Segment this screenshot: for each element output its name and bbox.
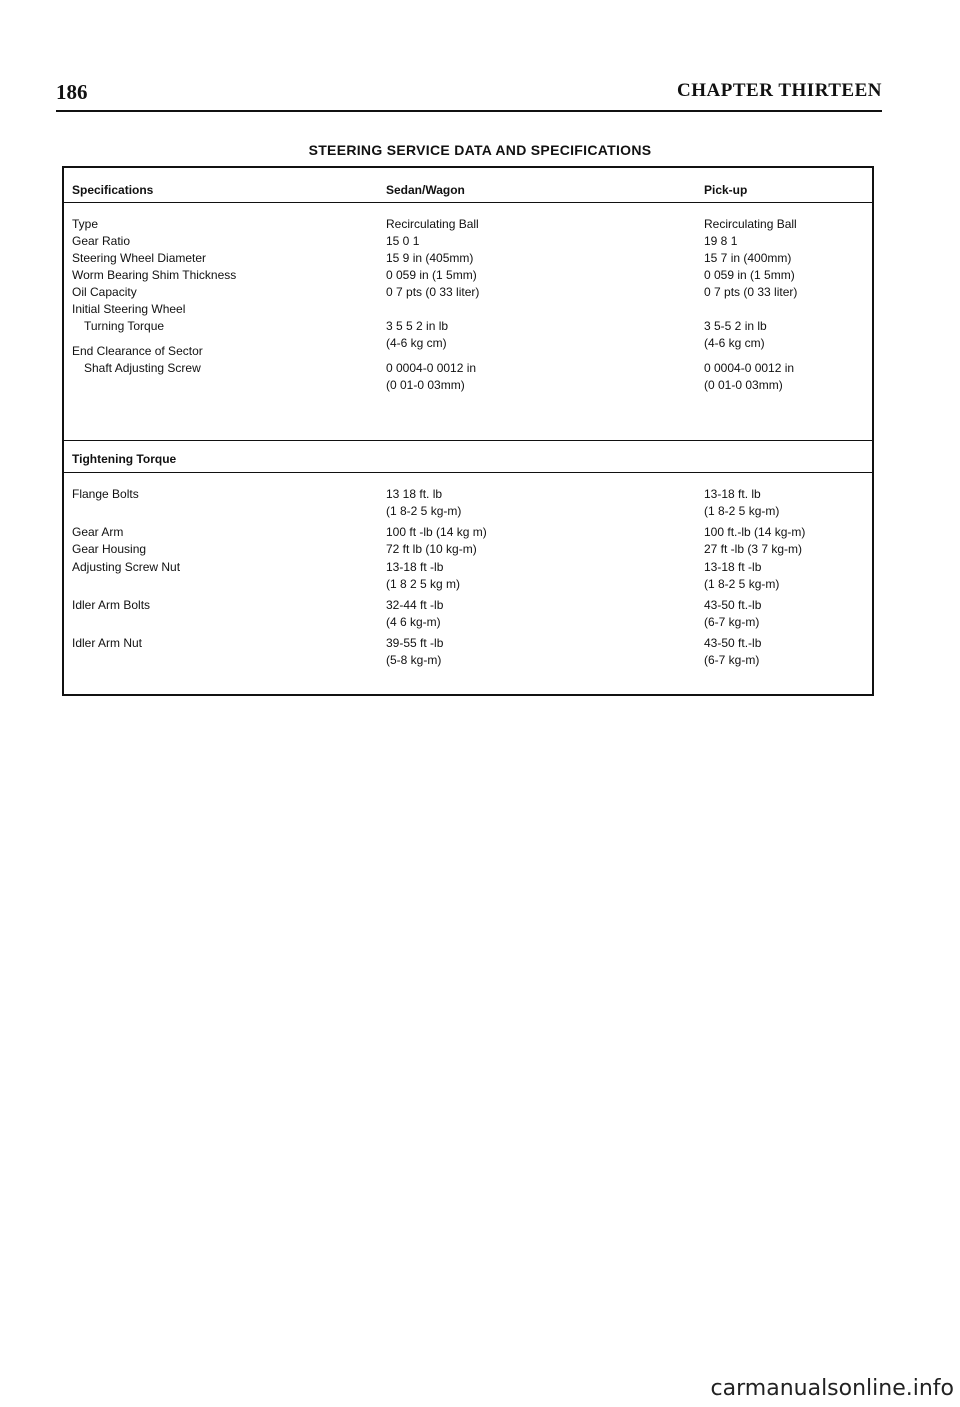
page-number: 186 <box>56 80 88 104</box>
specifications-label-cell: Type <box>72 217 99 231</box>
column-header-pickup: Pick-up <box>704 183 748 197</box>
torque-sedan-cell: (5-8 kg-m) <box>386 653 442 667</box>
torque-pickup-cell: 13-18 ft -lb <box>704 560 762 574</box>
torque-heading-divider <box>64 472 872 473</box>
specifications-sedan-cell: 3 5 5 2 in lb <box>386 319 449 333</box>
torque-sedan-cell: (4 6 kg-m) <box>386 615 441 629</box>
specifications-pickup-cell: (0 01-0 03mm) <box>704 378 783 392</box>
specifications-label-cell: Shaft Adjusting Screw <box>84 361 201 375</box>
torque-label-cell: Idler Arm Nut <box>72 636 143 650</box>
torque-pickup-cell: 43-50 ft.-lb <box>704 598 762 612</box>
page-header <box>56 80 882 112</box>
torque-label-cell: Flange Bolts <box>72 487 139 501</box>
torque-pickup-cell: (6-7 kg-m) <box>704 615 760 629</box>
specifications-label-cell: Worm Bearing Shim Thickness <box>72 268 237 282</box>
watermark: carmanualsonline.info <box>710 1376 954 1401</box>
specifications-sedan-cell: 15 9 in (405mm) <box>386 251 474 265</box>
specifications-pickup-cell: 0 7 pts (0 33 liter) <box>704 285 798 299</box>
torque-label-cell: Idler Arm Bolts <box>72 598 151 612</box>
torque-label-cell: Gear Housing <box>72 542 147 556</box>
torque-sedan-cell: 13-18 ft -lb <box>386 560 444 574</box>
specifications-sedan-cell: (4-6 kg cm) <box>386 336 447 350</box>
torque-pickup-cell: 100 ft.-lb (14 kg-m) <box>704 525 806 539</box>
spec-table <box>62 166 874 696</box>
specifications-label-cell: Oil Capacity <box>72 285 137 299</box>
torque-label-cell: Gear Arm <box>72 525 124 539</box>
specifications-sedan-cell: Recirculating Ball <box>386 217 479 231</box>
specifications-pickup-cell: 19 8 1 <box>704 234 738 248</box>
torque-pickup-cell: 43-50 ft.-lb <box>704 636 762 650</box>
torque-sedan-cell: (1 8-2 5 kg-m) <box>386 504 462 518</box>
torque-pickup-cell: (1 8-2 5 kg-m) <box>704 577 780 591</box>
torque-sedan-cell: 72 ft lb (10 kg-m) <box>386 542 477 556</box>
specifications-label-cell: Turning Torque <box>84 319 165 333</box>
torque-pickup-cell: 13-18 ft. lb <box>704 487 761 501</box>
torque-sedan-cell: 32-44 ft -lb <box>386 598 444 612</box>
specifications-pickup-cell: (4-6 kg cm) <box>704 336 765 350</box>
specifications-pickup-cell: 0 059 in (1 5mm) <box>704 268 795 282</box>
specifications-label-cell: Steering Wheel Diameter <box>72 251 207 265</box>
column-header-sedan-wagon: Sedan/Wagon <box>386 183 465 197</box>
torque-pickup-cell: 27 ft -lb (3 7 kg-m) <box>704 542 803 556</box>
specifications-pickup-cell: 15 7 in (400mm) <box>704 251 792 265</box>
specifications-label-cell: Gear Ratio <box>72 234 131 248</box>
specifications-pickup-cell: 3 5-5 2 in lb <box>704 319 767 333</box>
specifications-sedan-cell: 0 059 in (1 5mm) <box>386 268 477 282</box>
specifications-pickup-cell: Recirculating Ball <box>704 217 797 231</box>
torque-sedan-cell: (1 8 2 5 kg m) <box>386 577 461 591</box>
column-header-specifications: Specifications <box>72 183 154 197</box>
specifications-sedan-cell: 0 0004-0 0012 in <box>386 361 477 375</box>
torque-label-cell: Adjusting Screw Nut <box>72 560 181 574</box>
specifications-label-cell: End Clearance of Sector <box>72 344 203 358</box>
torque-pickup-cell: (6-7 kg-m) <box>704 653 760 667</box>
torque-sedan-cell: 100 ft -lb (14 kg m) <box>386 525 487 539</box>
table-title: STEERING SERVICE DATA AND SPECIFICATIONS <box>308 142 652 158</box>
torque-sedan-cell: 13 18 ft. lb <box>386 487 443 501</box>
torque-heading: Tightening Torque <box>72 452 177 466</box>
specifications-pickup-cell: 0 0004-0 0012 in <box>704 361 795 375</box>
specifications-sedan-cell: 0 7 pts (0 33 liter) <box>386 285 480 299</box>
torque-pickup-cell: (1 8-2 5 kg-m) <box>704 504 780 518</box>
section-divider <box>64 440 872 441</box>
specifications-sedan-cell: 15 0 1 <box>386 234 420 248</box>
specifications-sedan-cell: (0 01-0 03mm) <box>386 378 465 392</box>
chapter-title: CHAPTER THIRTEEN <box>677 80 882 101</box>
torque-sedan-cell: 39-55 ft -lb <box>386 636 444 650</box>
specifications-label-cell: Initial Steering Wheel <box>72 302 186 316</box>
header-divider <box>64 202 872 203</box>
